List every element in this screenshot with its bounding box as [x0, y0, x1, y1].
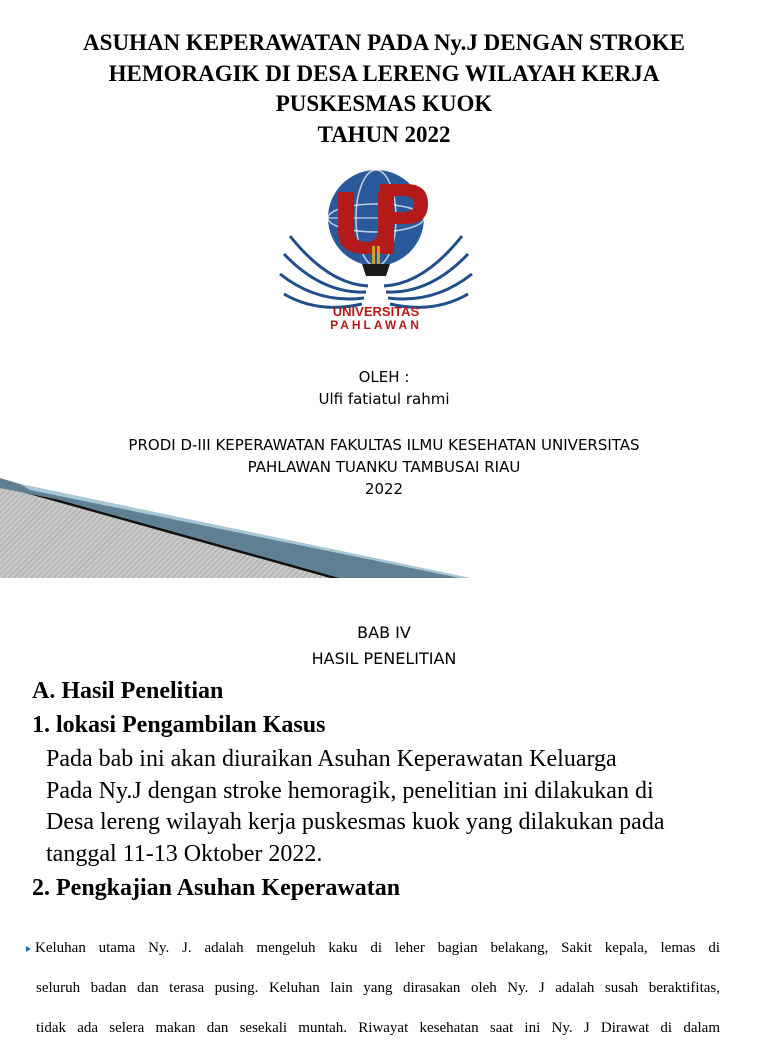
detail-line: seluruh badan dan terasa pusing. Keluhan lain yang dirasakan oleh Ny. J adalah susah beraktifitas,: [36, 980, 720, 996]
subsection-heading-1: 1. lokasi Pengambilan Kasus: [32, 712, 326, 738]
oleh-label: OLEH :: [358, 368, 410, 386]
detail-line: tidak ada selera makan dan sesekali muntah. Riwayat kesehatan saat ini Ny. J Dirawat di dalam: [36, 1020, 720, 1036]
assessment-text: [26, 928, 720, 1048]
title-line-3: PUSKESMAS KUOK: [275, 91, 493, 116]
bullet-arrow-icon: [26, 946, 31, 952]
chapter-heading: [0, 620, 768, 672]
author-name: Ulfi fatiatul rahmi: [318, 390, 450, 408]
paragraph-line: Pada bab ini akan diuraikan Asuhan Keperawatan Keluarga: [46, 746, 617, 772]
subsection-heading-2: 2. Pengkajian Asuhan Keperawatan: [32, 875, 401, 901]
document-title: [20, 28, 748, 150]
section-heading-a: A. Hasil Penelitian: [32, 678, 224, 704]
paragraph-line: Desa lereng wilayah kerja puskesmas kuok yang dilakukan pada: [46, 809, 665, 836]
detail-line: [26, 928, 720, 968]
paragraph-line: tanggal 11-13 Oktober 2022.: [46, 841, 323, 868]
title-line-1: ASUHAN KEPERAWATAN PADA Ny.J DENGAN STROKE: [83, 30, 685, 55]
prodi-line-1: PRODI D-III KEPERAWATAN FAKULTAS ILMU KESEHATAN UNIVERSITAS: [128, 436, 640, 454]
prodi-line-2: PAHLAWAN TUANKU TAMBUSAI RIAU: [247, 458, 521, 476]
prodi-year: 2022: [364, 480, 404, 498]
logo-text-1: UNIVERSITAS: [332, 304, 420, 319]
slide-separator: [0, 578, 768, 596]
title-line-2: HEMORAGIK DI DESA LERENG WILAYAH KERJA: [108, 60, 660, 86]
title-line-4: TAHUN 2022: [317, 121, 451, 147]
university-logo: [276, 166, 476, 334]
chapter-number: BAB IV: [357, 623, 411, 642]
paragraph-line: Pada Ny.J dengan stroke hemoragik, penelitian ini dilakukan di: [46, 777, 654, 804]
location-paragraph: [46, 744, 664, 871]
detail-line-text: Keluhan utama Ny. J. adalah mengeluh kaku di leher bagian belakang, Sakit kepala, lemas di: [35, 940, 720, 956]
chapter-title: HASIL PENELITIAN: [311, 649, 457, 668]
lamp-icon: [362, 264, 390, 276]
author-block: [0, 366, 768, 410]
decorative-swoosh: [0, 478, 470, 578]
content-slide: [0, 596, 768, 1036]
logo-text-2: PAHLAWAN: [330, 318, 422, 332]
